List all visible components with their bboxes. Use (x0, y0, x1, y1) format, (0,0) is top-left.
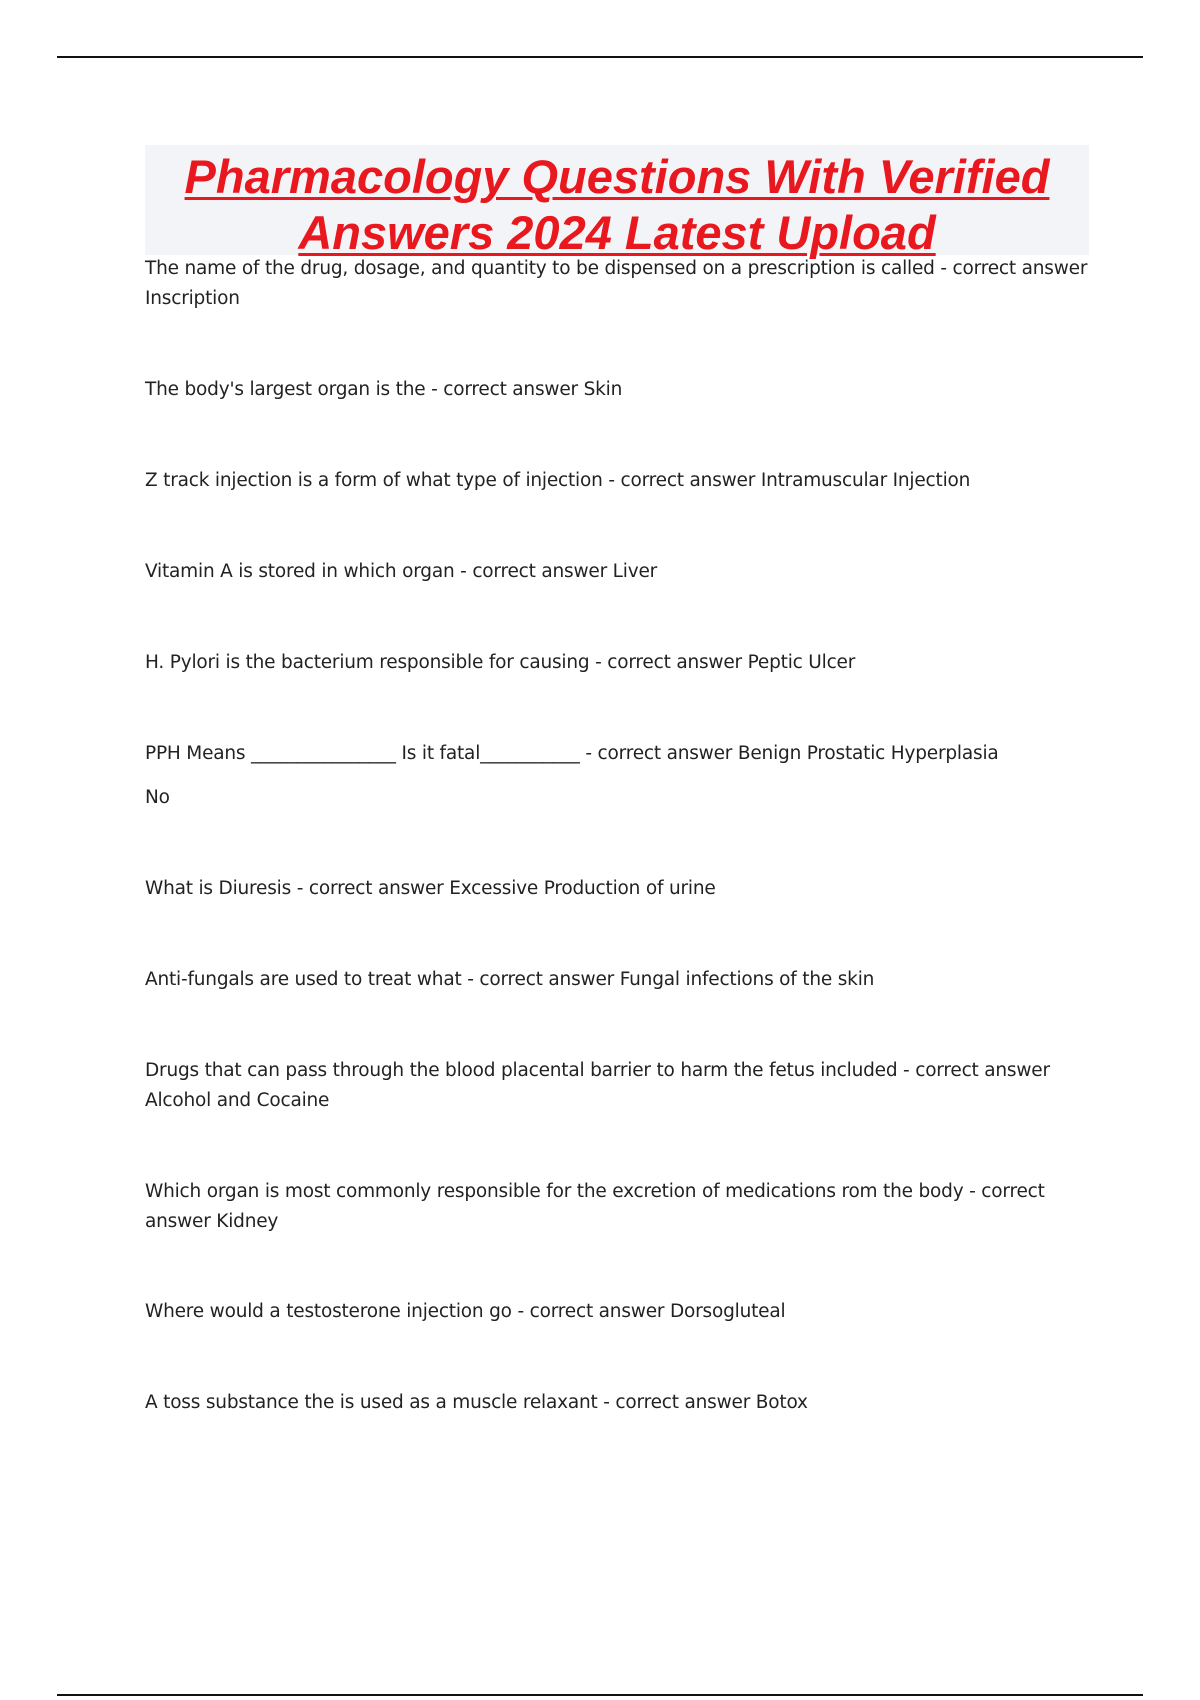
qa-item-text: Vitamin A is stored in which organ - correct answer Liver (145, 561, 658, 582)
qa-item-7 (145, 874, 1095, 904)
qa-item-continuation: No (145, 787, 170, 808)
title-line-1: Pharmacology Questions With Verified (184, 150, 1050, 203)
title-banner (145, 145, 1089, 259)
qa-item-5 (145, 648, 1095, 678)
qa-item-4 (145, 557, 1095, 587)
top-rule (57, 56, 1143, 58)
qa-item-text: Where would a testosterone injection go - correct answer Dorsogluteal (145, 1301, 786, 1322)
qa-item-2 (145, 375, 1095, 405)
qa-item-continuation: Inscription (145, 288, 240, 309)
qa-item-text: Drugs that can pass through the blood placental barrier to harm the fetus included - correct answer (145, 1060, 1050, 1081)
qa-item-text: Z track injection is a form of what type of injection - correct answer Intramuscular Injection (145, 470, 971, 491)
qa-item-text: H. Pylori is the bacterium responsible for causing - correct answer Peptic Ulcer (145, 652, 856, 673)
qa-item-text: The name of the drug, dosage, and quantity to be dispensed on a prescription is called - correct answer (145, 258, 1088, 279)
document-title (145, 145, 1089, 261)
qa-item-continuation: answer Kidney (145, 1211, 279, 1232)
qa-item-text: Anti-fungals are used to treat what - correct answer Fungal infections of the skin (145, 969, 875, 990)
title-line-2: Answers 2024 Latest Upload (298, 206, 936, 259)
qa-item-6 (145, 739, 1095, 813)
qa-item-3 (145, 466, 1095, 496)
qa-item-1 (145, 254, 1095, 314)
bottom-rule (57, 1694, 1143, 1696)
qa-item-11 (145, 1297, 1095, 1327)
qa-item-12 (145, 1388, 1095, 1418)
qa-item-10 (145, 1177, 1095, 1237)
qa-item-9 (145, 1056, 1095, 1116)
qa-item-text: A toss substance the is used as a muscle relaxant - correct answer Botox (145, 1392, 808, 1413)
qa-item-continuation: Alcohol and Cocaine (145, 1090, 330, 1111)
qa-item-text: PPH Means ________________ Is it fatal___________ - correct answer Benign Prostatic Hyperplasia (145, 743, 999, 764)
qa-item-text: What is Diuresis - correct answer Excessive Production of urine (145, 878, 716, 899)
qa-item-8 (145, 965, 1095, 995)
qa-item-text: The body's largest organ is the - correct answer Skin (145, 379, 623, 400)
qa-item-text: Which organ is most commonly responsible for the excretion of medications rom the body - correct (145, 1181, 1045, 1202)
